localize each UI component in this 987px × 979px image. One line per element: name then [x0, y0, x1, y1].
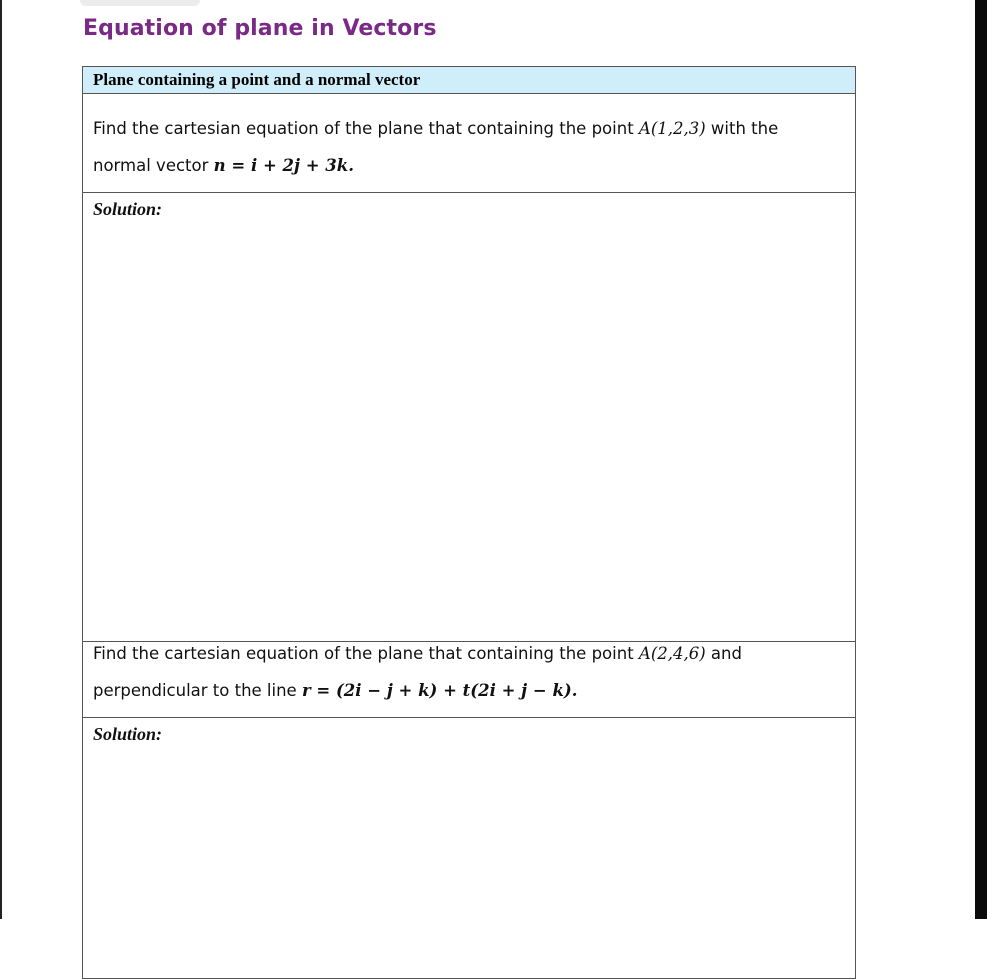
question-1-line2-lead: normal vector	[93, 156, 214, 175]
question-1-row	[83, 94, 856, 193]
question-1-normal-vector: n = i + 2j + 3k.	[213, 156, 354, 175]
right-gutter	[975, 0, 987, 919]
question-1	[83, 94, 856, 193]
question-2-lead: Find the cartesian equation of the plane that containing the point	[93, 644, 639, 663]
question-1-point: A(1,2,3)	[638, 119, 706, 138]
top-shadow	[80, 0, 200, 6]
solution-1-box[interactable]	[83, 193, 856, 642]
question-2-row	[83, 642, 856, 718]
solution-2-box[interactable]	[83, 718, 856, 979]
section-header: Plane containing a point and a normal vector	[83, 67, 856, 94]
question-2-point: A(2,4,6)	[638, 644, 706, 663]
solution-1-row	[83, 193, 856, 642]
solution-2-label: Solution:	[93, 724, 163, 744]
question-2-line2-lead: perpendicular to the line	[93, 681, 302, 700]
solution-1-label: Solution:	[93, 199, 163, 219]
worksheet-table	[82, 66, 856, 979]
solution-2-row	[83, 718, 856, 979]
left-page-edge	[0, 0, 2, 919]
section-header-row	[83, 67, 856, 94]
question-1-lead: Find the cartesian equation of the plane that containing the point	[93, 119, 639, 138]
question-2	[83, 642, 856, 718]
question-2-tail: and	[705, 644, 742, 663]
page-title: Equation of plane in Vectors	[83, 16, 437, 41]
question-2-line-equation: r = (2i − j + k) + t(2i + j − k).	[301, 681, 578, 700]
question-1-tail: with the	[705, 119, 779, 138]
